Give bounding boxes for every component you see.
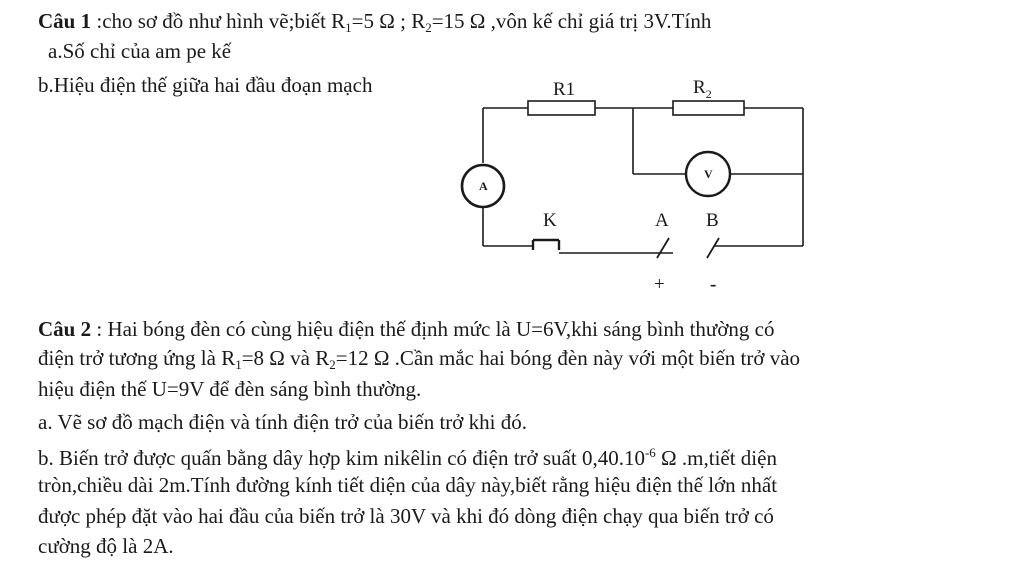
q2-line4: a. Vẽ sơ đồ mạch điện và tính điện trở của biến trở khi đó. bbox=[38, 410, 527, 434]
switch-label: K bbox=[543, 210, 557, 231]
q2-line1-text: : Hai bóng đèn có cùng hiệu điện thế định mức là U=6V,khi sáng bình thường có bbox=[91, 317, 775, 341]
q1-part-b: b.Hiệu điện thế giữa hai đầu đoạn mạch bbox=[38, 73, 373, 97]
q2-line5-exp: -6 bbox=[644, 445, 656, 460]
q2-line3: hiệu điện thế U=9V để đèn sáng bình thường. bbox=[38, 377, 422, 401]
q1-line1 bbox=[38, 8, 711, 41]
q2-line2-c: =12 Ω .Cần mắc hai bóng đèn này với một biến trở vào bbox=[335, 346, 801, 370]
label-r2: $R_2$ bbox=[693, 78, 712, 101]
q2-line6: tròn,chiều dài 2m.Tính đường kính tiết diện của dây này,biết rằng hiệu điện thế lớn nhất bbox=[38, 473, 778, 497]
resistor-r1 bbox=[528, 101, 595, 115]
q2-line5-a: b. Biến trở được quấn bằng dây hợp kim nikêlin có điện trở suất 0,40.10 bbox=[38, 446, 645, 470]
q2-r1-sub: 1 bbox=[235, 357, 242, 372]
minus-label: - bbox=[710, 274, 717, 295]
ammeter-label: A bbox=[479, 179, 488, 193]
terminal-a-label: A bbox=[655, 210, 669, 231]
terminal-b-label: B bbox=[706, 210, 719, 231]
plus-label: + bbox=[654, 274, 665, 295]
terminal-b-mark bbox=[707, 238, 719, 258]
label-r1: R1 bbox=[553, 79, 576, 100]
q2-heading: Câu 2 bbox=[38, 317, 92, 341]
q2-line7: được phép đặt vào hai đầu của biến trở là 30V và khi đó dòng điện chạy qua biến trở có bbox=[38, 504, 774, 528]
q1-text-c: =15 Ω ,vôn kế chỉ giá trị 3V.Tính bbox=[431, 9, 712, 33]
voltmeter-label: V bbox=[704, 167, 713, 181]
q2-line2-b: =8 Ω và R bbox=[241, 346, 330, 370]
q2-line2-a: điện trở tương ứng là R bbox=[38, 346, 236, 370]
q1-r1-sub: 1 bbox=[345, 20, 352, 35]
q2-line2 bbox=[38, 345, 800, 378]
q1-heading: Câu 1 bbox=[38, 9, 92, 33]
terminal-a-mark bbox=[657, 238, 669, 258]
q2-r2-sub: 2 bbox=[329, 357, 336, 372]
q2-line5-b: Ω .m,tiết diện bbox=[655, 446, 777, 470]
circuit-diagram bbox=[455, 78, 825, 300]
q1-text-a: :cho sơ đồ như hình vẽ;biết R bbox=[91, 9, 346, 33]
resistor-r2 bbox=[673, 101, 744, 115]
q2-line5 bbox=[38, 440, 777, 471]
q2-line1 bbox=[38, 316, 775, 342]
q2-line8: cường độ là 2A. bbox=[38, 534, 174, 558]
q1-part-a: a.Số chỉ của am pe kế bbox=[48, 39, 232, 63]
q1-r2-sub: 2 bbox=[425, 20, 432, 35]
q1-text-b: =5 Ω ; R bbox=[351, 9, 426, 33]
